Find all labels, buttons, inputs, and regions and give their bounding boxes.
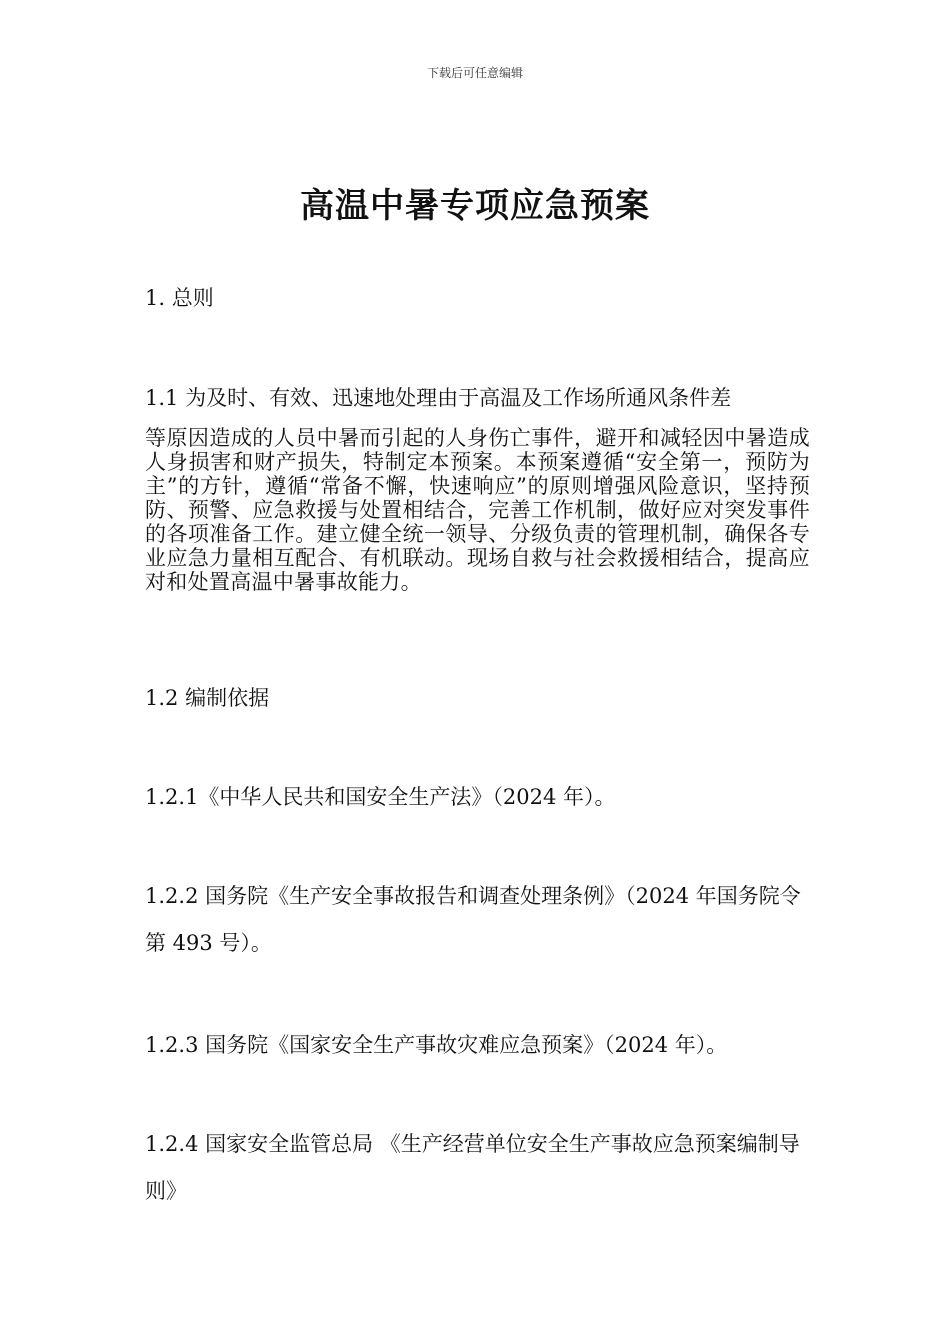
section-1-2-heading: 1.2 编制依据 bbox=[145, 686, 270, 710]
section-1-1-lead-line: 1.1 为及时、有效、迅速地处理由于高温及工作场所通风条件差 bbox=[145, 386, 732, 410]
section-1-1-body: 等原因造成的人员中暑而引起的人身伤亡事件，避开和减轻因中暑造成人身损害和财产损失，特制定本预案。本预案遵循“安全第一，预防为主”的方针，遵循“常备不懈，快速响应”的原则增强风险意识，坚持预防、预警、应急救援与处置相结合，完善工作机制，做好应对突发事件的各项准备工作。建立健全统一领导、分级负责的管理机制，确保各专业应急力量相互配合、有机联动。现场自救与社会救援相结合，提高应对和处置高温中暑事故能力。 bbox=[145, 426, 810, 594]
document-title: 高温中暑专项应急预案 bbox=[300, 186, 650, 226]
page-header-note: 下载后可任意编辑 bbox=[426, 66, 523, 80]
section-1-heading: 1. 总则 bbox=[145, 286, 214, 310]
section-1-2-2: 1.2.2 国务院《生产安全事故报告和调查处理条例》（2024 年国务院令第 493 号）。 bbox=[145, 884, 801, 955]
section-1-2-3: 1.2.3 国务院《国家安全生产事故灾难应急预案》（2024 年）。 bbox=[145, 1033, 728, 1057]
section-1-2-4: 1.2.4 国家安全监管总局 《生产经营单位安全生产事故应急预案编制导则》 bbox=[145, 1132, 800, 1203]
section-1-2-1: 1.2.1《中华人民共和国安全生产法》（2024 年）。 bbox=[145, 785, 616, 809]
